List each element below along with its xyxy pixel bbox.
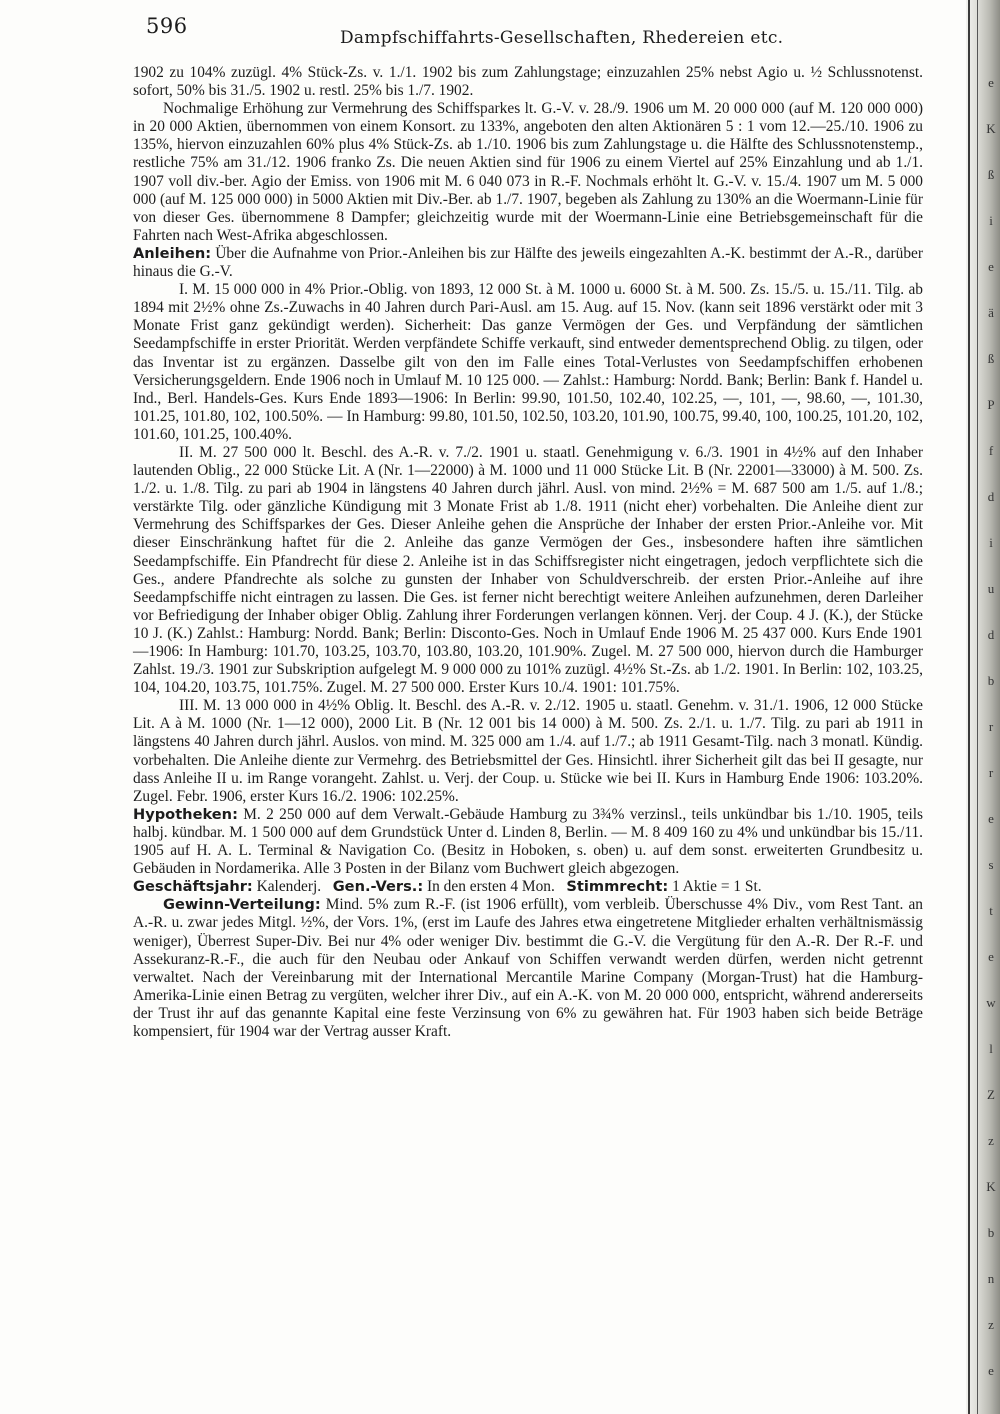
margin-glyph: Z (987, 1087, 995, 1102)
margin-glyph: b (987, 1225, 995, 1240)
paragraph-loan-3: III. M. 13 000 000 in 4½% Oblig. lt. Beschl. des A.-R. v. 2./12. 1905 u. staatl. Genehm. v. 31./1. 1906, 12 000 Stücke Lit. A à M. 1000 (Nr. 1—12 000), 2000 Lit. B (Nr. 12 001 bis 14 000) à M. 500. Zs. 2./1. u. 1./7. Tilg. zu pari ab 1911 in längstens 40 Jahren durch jährl. Auslos. von mind. M. 325 000 am 1./4. auf 1./7.; ab 1911 Gesamt-Tilg. nach 3 monatl. Kündig. vorbehalten. Die Anleihe diente zur Vermehrg. des Betriebsmittel der Ges. Hinsichtl. ihrer Sicherheit gilt das bei II gesagte, nur dass Anleihe II u. im Range vorangeht. Zahlst. u. Verj. der Coup. u. Stücke wie bei II. Kurs in Hamburg Ende 1906: 103.20%. Zugel. Febr. 1906, erster Kurs 16./2. 1906: 102.25%. (133, 697, 923, 805)
paragraph-anleihen (133, 245, 923, 281)
margin-glyph: u (987, 581, 995, 596)
margin-glyph: f (988, 443, 994, 458)
margin-glyph: d (987, 489, 995, 504)
section-label-geschaeftsjahr: Geschäftsjahr: (133, 878, 253, 896)
margin-glyph: K (986, 121, 996, 136)
margin-glyph: n (987, 1271, 995, 1286)
body-text (133, 64, 923, 1041)
margin-glyph: e (988, 75, 994, 90)
margin-glyph: ä (988, 305, 994, 320)
paragraph-hypotheken (133, 806, 923, 878)
binding-rule-inner (977, 0, 978, 1414)
section-label-gewinn: Gewinn-Verteilung: (163, 896, 321, 914)
margin-glyph: z (988, 1133, 994, 1148)
page-number: 596 (146, 14, 188, 38)
gen-vers-value: In den ersten 4 Mon. (427, 878, 555, 896)
margin-glyph: z (988, 1317, 994, 1332)
geschaeftsjahr-value: Kalenderj. (256, 878, 322, 896)
margin-glyph: b (987, 673, 995, 688)
gewinn-text: Mind. 5% zum R.-F. (ist 1906 erfüllt), vom verbleib. Überschusse 4% Div., vom Rest Tant. an A.-R. u. zwar jedes Mitgl. ½%, der Vors. 1%, (erst im Laufe des Jahres etwa eingetretene Mitglieder erhalten verhältnismässig weniger), Überrest Super-Div. Bei nur 4% oder weniger Div. bestimmt die G.-V. die Vergütung für den A.-R. Der R.-F. und Assekuranz-R.-F., die auch für den Neubau oder Ankauf von Schiffen verwandt werden dürfen, werden nicht getrennt verwaltet. Nach der Vereinbarung mit der International Mercantile Marine Company (Morgan-Trust) hat die Hamburg-Amerika-Linie einen Betrag zu vergüten, welcher ihrer Div., auf ein A.-K. von M. 20 000 000, entspricht, während andererseits der Trust ihr auf das genannte Kapital eine feste Verzinsung von 6% zu gewähren hat. Für 1903 haben sich beide Beträge kompensiert, für 1904 war der Vertrag ausser Kraft. (133, 896, 923, 1040)
paragraph-meta (133, 878, 923, 896)
section-label-anleihen: Anleihen: (133, 244, 212, 262)
margin-glyph: e (988, 259, 994, 274)
margin-glyph: r (988, 719, 994, 734)
margin-glyph: i (989, 535, 993, 550)
paragraph-gewinn (133, 896, 923, 1041)
stimmrecht-value: 1 Aktie = 1 St. (672, 878, 762, 896)
paragraph-loan-1: I. M. 15 000 000 in 4% Prior.-Oblig. von 1893, 12 000 St. à M. 1000 u. 6000 St. à M. 500. Zs. 15./5. u. 15./11. Tilg. ab 1894 mit 2½% ohne Zs.-Zuwachs in 40 Jahren durch Pari-Ausl. am 15. Aug. auf 15. Nov. (kann seit 1896 verstärkt oder mit 3 Monate Frist ganz gekündigt werden). Sicherheit: Das ganze Vermögen der Ges. und Verpfändung der sämtlichen Seedampfschiffe in erster Priorität. Werden verpfändete Schiffe verkauft, sind entweder dementsprechend Oblig. zu tilgen, oder das Inventar ist zu ergänzen. Dasselbe gilt von den im Falle eines Total-Verlustes von Seedampfschiffen erhobenen Versicherungsgeldern. Ende 1906 noch in Umlauf M. 10 125 000. — Zahlst.: Hamburg: Nordd. Bank; Berlin: Bank f. Handel u. Ind., Berl. Handels-Ges. Kurs Ende 1893—1906: In Berlin: 99.90, 101.50, 102.40, 102.25, —, 101, —, 98.60, —, 101.30, 101.25, 101.80, 102, 100.50%. — In Hamburg: 99.80, 101.50, 102.50, 103.20, 101.90, 100.75, 99.40, 100, 100.25, 101.20, 102, 101.60, 101.25, 100.40%. (133, 281, 923, 443)
margin-glyph: P (987, 397, 995, 412)
facing-page-glyphs (984, 60, 998, 1394)
margin-glyph: w (986, 995, 996, 1010)
section-label-hypotheken: Hypotheken: (133, 805, 238, 823)
margin-glyph: d (987, 627, 995, 642)
margin-glyph: e (988, 1363, 994, 1378)
section-label-gen-vers: Gen.-Vers.: (332, 878, 424, 896)
margin-glyph: l (989, 1041, 993, 1056)
hypotheken-text: M. 2 250 000 auf dem Verwalt.-Gebäude Hamburg zu 3¾% verzinsl., teils unkündbar bis 1./10. 1905, teils halbj. kündbar. M. 1 500 000 auf dem Grundstück Unter d. Linden 8, Berlin. — M. 8 409 160 zu 4% und unkündbar bis 15./11. 1905 auf H. A. L. Terminal & Navigation Co. (Besitz in Hoboken, s. oben) u. auf dem sonst. erweiterten Grundbesitz u. Gebäuden in Nordamerika. Alle 3 Posten in der Bilanz vom Buchwert gleich abgezogen. (133, 805, 923, 878)
margin-glyph: s (988, 857, 994, 872)
margin-glyph: t (989, 903, 993, 918)
running-title: Dampfschiffahrts-Gesellschaften, Rhedereien etc. (340, 28, 784, 48)
margin-glyph: e (988, 949, 994, 964)
paragraph-capital-increase: Nochmalige Erhöhung zur Vermehrung des Schiffsparkes lt. G.-V. v. 28./9. 1906 um M. 20 000 000 (auf M. 120 000 000) in 20 000 Aktien, übernommen von einem Konsort. zu 133%, angeboten den alten Aktionären 5 : 1 vom 12.—25./10. 1906 zu 135%, hiervon einzuzahlen 60% plus 4% Stück-Zs. ab 1./10. 1906 bis zum Zahlungstage u. die Hälfte des Schlussnotenstemp., restliche 75% am 31./12. 1906 franko Zs. Die neuen Aktien sind für 1906 zu einem Viertel auf 25% Einzahlung und ab 1./1. 1907 voll div.-ber. Agio der Emiss. von 1906 mit M. 6 040 073 in R.-F. Nochmals erhöht lt. G.-V. v. 15./4. 1907 um M. 5 000 000 (auf M. 125 000 000) in 5000 Aktien mit Div.-Ber. ab 1./7. 1907, begeben als Zahlung zu 130% an die Woermann-Linie für von dieser Ges. übernommene 8 Dampfer; gleichzeitig wurde mit der Woermann-Linie eine Betriebsgemeinschaft für die Fahrten nach West-Afrika abgeschlossen. (133, 100, 923, 244)
section-label-stimmrecht: Stimmrecht: (566, 878, 669, 896)
paragraph-loan-2: II. M. 27 500 000 lt. Beschl. des A.-R. v. 7./2. 1901 u. staatl. Genehmigung v. 6./3. 1901 in 4½% auf den Inhaber lautenden Oblig., 22 000 Stücke Lit. A (Nr. 1—22000) à M. 1000 und 11 000 Stücke Lit. B (Nr. 22001—33000) à M. 500. Zs. 1./2. u. 1./8. Tilg. zu pari ab 1904 in längstens 40 Jahren durch jährl. Ausl. von mind. 2½% = M. 687 500 am 1./5. auf 1./8.; verstärkte Tilg. oder gänzliche Kündigung mit 3 Monate Frist ab 1./8. 1911 (nicht eher) vorbehalten. Die Anleihe dient zur Vermehrung des Schiffsparkes der Ges. Dieser Anleihe gehen die Ansprüche der Inhaber der ersten Prior.-Anleihe vor. Mit dieser Einschränkung haftet für die 2. Anleihe das ganze Vermögen der Ges., insbesondere haften ihre sämtlichen Seedampfschiffe. Ein Pfandrecht für diese 2. Anleihe ist in das Schiffsregister nicht eingetragen, jedoch verpflichtete sich die Ges., andere Pfandrechte als solche zu gunsten der Inhaber von Schuldverschreib. der ersten Prior.-Anleihe auf ihre Seedampfschiffe nicht eintragen zu lassen. Die Ges. ist ferner nicht berechtigt weitere Anleihen aufzunehmen, deren Darleiher vor Befriedigung der Inhaber obiger Oblig. Zahlung ihrer Forderungen verlangen können. Verj. der Coup. 4 J. (K.), der Stücke 10 J. (K.) Zahlst.: Hamburg: Nordd. Bank; Berlin: Disconto-Ges. Noch in Umlauf Ende 1906 M. 25 437 000. Kurs Ende 1901—1906: In Hamburg: 101.70, 103.25, 103.70, 103.80, 103.20, 101.90%. Zugel. M. 27 500 000, hiervon durch die Hamburger Zahlst. 19./3. 1901 zur Subskription aufgelegt M. 9 000 000 zu 101% zuzügl. 4½% St.-Zs. ab 1./2. 1901. In Berlin: 102, 103.25, 104, 104.20, 103.75, 101.75%. Zugel. M. 27 500 000. Erster Kurs 10./4. 1901: 101.75%. (133, 443, 923, 697)
margin-glyph: ß (987, 167, 995, 182)
margin-glyph: i (989, 213, 993, 228)
anleihen-intro: Über die Aufnahme von Prior.-Anleihen bis zur Hälfte des jeweils eingezahlten A.-K. bestimmt der A.-R., darüber hinaus die G.-V. (133, 244, 923, 281)
margin-glyph: K (986, 1179, 996, 1194)
margin-glyph: r (988, 765, 994, 780)
binding-rule (968, 0, 970, 1414)
margin-glyph: e (988, 811, 994, 826)
margin-glyph: ß (987, 351, 995, 366)
paragraph-capital-1902: 1902 zu 104% zuzügl. 4% Stück-Zs. v. 1./1. 1902 bis zum Zahlungstage; einzuzahlen 25% nebst Agio u. ½ Schlussnotenst. sofort, 50% bis 31./5. 1902 u. restl. 25% bis 1./7. 1902. (133, 64, 923, 100)
